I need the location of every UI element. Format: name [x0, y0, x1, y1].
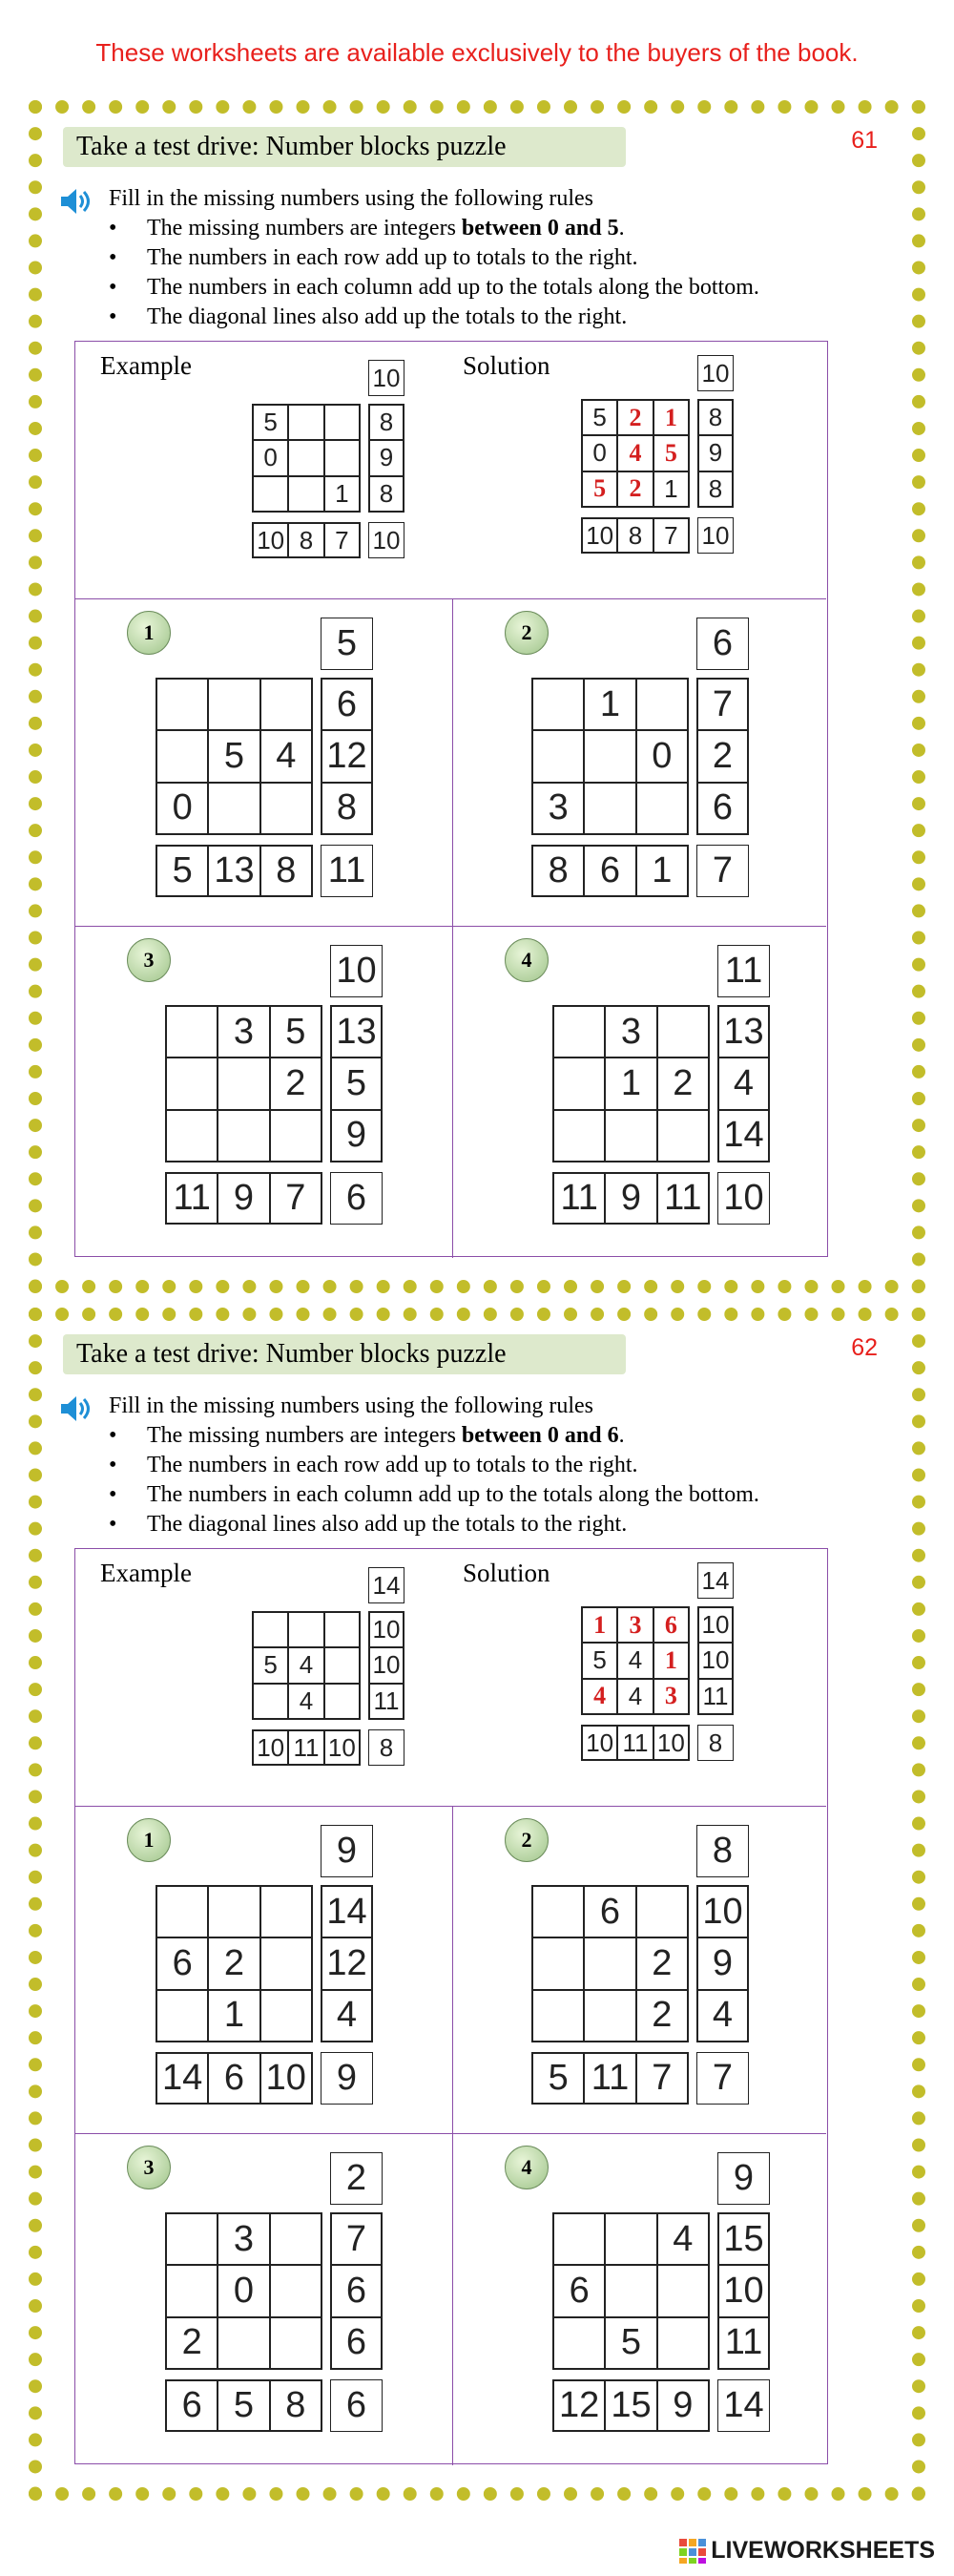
row-totals — [697, 399, 734, 508]
given-cell: 2 — [166, 2317, 218, 2369]
given-cell: 5 — [582, 400, 617, 435]
given-cell: 3 — [617, 1607, 653, 1643]
puzzle-panel — [74, 341, 828, 1257]
column-totals — [252, 522, 361, 558]
diagonal-total-bottom: 7 — [696, 845, 749, 897]
empty-cell[interactable] — [253, 1612, 288, 1647]
puzzle-panel — [74, 1548, 828, 2464]
column-total: 7 — [270, 1173, 321, 1224]
given-cell: 4 — [288, 1684, 323, 1719]
column-total: 6 — [584, 846, 635, 896]
rule-text: The diagonal lines also add up the totals to the right. — [147, 1512, 628, 1537]
diagonal-total-bottom: 8 — [368, 1729, 404, 1766]
empty-cell[interactable] — [270, 2317, 321, 2369]
row-totals — [321, 678, 373, 835]
empty-cell[interactable] — [553, 1058, 605, 1109]
puzzle-number-badge: 3 — [127, 2146, 171, 2189]
empty-cell[interactable] — [156, 1990, 208, 2042]
rule-punct: . — [618, 216, 625, 241]
column-total: 6 — [208, 2053, 259, 2104]
row-total: 4 — [718, 1058, 769, 1109]
puzzle-number-badge: 4 — [505, 938, 549, 982]
column-total: 11 — [553, 1173, 605, 1224]
puzzle-grid — [581, 399, 690, 508]
empty-cell[interactable] — [218, 2317, 269, 2369]
row-total: 10 — [697, 1886, 748, 1937]
row-total: 8 — [321, 783, 372, 834]
column-total: 10 — [653, 1726, 689, 1760]
puzzle-grid — [252, 1611, 361, 1720]
rule-text: The missing numbers are integers — [147, 216, 462, 241]
rule-item — [109, 1480, 759, 1510]
empty-cell[interactable] — [218, 1058, 269, 1109]
column-totals — [531, 2052, 689, 2105]
empty-cell[interactable] — [636, 679, 688, 730]
empty-cell[interactable] — [166, 1006, 218, 1058]
diagonal-total-bottom: 6 — [330, 2379, 383, 2432]
given-cell: 6 — [653, 1607, 689, 1643]
empty-cell[interactable] — [288, 440, 323, 475]
vertical-divider — [452, 599, 453, 1258]
row-total: 10 — [698, 1643, 733, 1678]
given-cell: 3 — [605, 1006, 656, 1058]
given-cell: 4 — [617, 1643, 653, 1678]
diagonal-total-top: 8 — [696, 1825, 749, 1877]
given-cell: 4 — [288, 1647, 323, 1683]
row-totals — [696, 1885, 749, 2042]
row-total: 4 — [697, 1990, 748, 2042]
column-total: 10 — [253, 523, 288, 557]
given-cell: 4 — [260, 730, 312, 782]
diagonal-total-top: 10 — [697, 355, 734, 391]
given-cell: 1 — [208, 1990, 259, 2042]
empty-cell[interactable] — [156, 679, 208, 730]
given-cell: 2 — [208, 1937, 259, 1989]
logo-icon — [678, 2538, 707, 2565]
row-total: 9 — [697, 1937, 748, 1989]
puzzle-number-badge: 2 — [505, 611, 549, 655]
column-total: 5 — [218, 2380, 269, 2431]
column-total: 10 — [253, 1730, 288, 1765]
diagonal-total-bottom: 10 — [368, 522, 404, 558]
solution-label: Solution — [463, 1559, 550, 1587]
empty-cell[interactable] — [532, 730, 584, 782]
given-cell: 2 — [270, 1058, 321, 1109]
empty-cell[interactable] — [605, 2213, 656, 2265]
puzzle-grid — [581, 1606, 690, 1715]
diagonal-total-bottom: 6 — [330, 1172, 383, 1225]
given-cell: 3 — [218, 1006, 269, 1058]
rule-punct: . — [618, 1423, 625, 1448]
empty-cell[interactable] — [657, 1110, 709, 1162]
diagonal-total-bottom: 8 — [697, 1725, 734, 1761]
puzzle-grid — [531, 1885, 689, 2042]
column-total: 10 — [324, 1730, 360, 1765]
column-totals — [552, 1172, 710, 1225]
row-total: 8 — [698, 400, 733, 435]
row-total: 9 — [331, 1110, 382, 1162]
row-totals — [321, 1885, 373, 2042]
column-totals — [156, 2052, 313, 2105]
row-total: 11 — [718, 2317, 769, 2369]
row-total: 9 — [698, 435, 733, 471]
row-total: 7 — [331, 2213, 382, 2265]
given-cell: 5 — [582, 1643, 617, 1678]
column-total: 9 — [605, 1173, 656, 1224]
row-totals — [368, 404, 404, 513]
row-total: 11 — [369, 1684, 404, 1719]
empty-cell[interactable] — [324, 1647, 360, 1683]
row-total: 10 — [698, 1607, 733, 1643]
rule-item — [109, 1510, 759, 1539]
row-totals — [697, 1606, 734, 1715]
horizontal-divider — [75, 926, 826, 927]
empty-cell[interactable] — [288, 476, 323, 512]
rule-text: The numbers in each row add up to totals to the right. — [147, 1453, 638, 1477]
given-cell: 4 — [582, 1679, 617, 1714]
column-total: 13 — [208, 846, 259, 896]
empty-cell[interactable] — [270, 1110, 321, 1162]
column-total: 1 — [636, 846, 688, 896]
diagonal-total-top: 6 — [696, 618, 749, 670]
given-cell: 6 — [156, 1937, 208, 1989]
empty-cell[interactable] — [208, 679, 259, 730]
speaker-icon[interactable] — [57, 1392, 92, 1426]
rule-text: The numbers in each column add up to the totals along the bottom. — [147, 275, 759, 300]
given-cell: 1 — [653, 400, 689, 435]
empty-cell[interactable] — [166, 1058, 218, 1109]
page-number: 61 — [851, 127, 878, 154]
rule-text: The numbers in each row add up to totals to the right. — [147, 245, 638, 270]
column-total: 15 — [605, 2380, 656, 2431]
column-total: 8 — [288, 523, 323, 557]
empty-cell[interactable] — [584, 1990, 635, 2042]
column-total: 10 — [582, 1726, 617, 1760]
puzzle-grid — [156, 678, 313, 835]
diagonal-total-top: 9 — [321, 1825, 373, 1877]
speaker-icon[interactable] — [57, 184, 92, 219]
row-total: 5 — [331, 1058, 382, 1109]
puzzle-grid — [552, 2212, 710, 2370]
logo-text: LIVEWORKSHEETS — [711, 2537, 935, 2564]
rule-item — [109, 1421, 759, 1451]
column-total: 7 — [324, 523, 360, 557]
puzzle-number-badge: 3 — [127, 938, 171, 982]
row-totals — [717, 2212, 770, 2370]
given-cell: 1 — [582, 1607, 617, 1643]
given-cell: 4 — [617, 1679, 653, 1714]
given-cell: 4 — [617, 435, 653, 471]
column-total: 11 — [657, 1173, 709, 1224]
column-total: 10 — [260, 2053, 312, 2104]
row-total: 6 — [331, 2265, 382, 2316]
rule-text: The missing numbers are integers — [147, 1423, 462, 1448]
diagonal-total-bottom: 10 — [717, 1172, 770, 1225]
row-total: 10 — [369, 1647, 404, 1683]
rule-item — [109, 243, 759, 273]
given-cell: 2 — [617, 471, 653, 507]
column-total: 6 — [166, 2380, 218, 2431]
diagonal-total-top: 14 — [697, 1562, 734, 1599]
empty-cell[interactable] — [288, 405, 323, 440]
row-total: 9 — [369, 440, 404, 475]
row-total: 7 — [697, 679, 748, 730]
given-cell: 3 — [532, 783, 584, 834]
rules-list — [109, 1421, 759, 1539]
empty-cell[interactable] — [288, 1612, 323, 1647]
row-total: 15 — [718, 2213, 769, 2265]
column-totals — [252, 1729, 361, 1766]
empty-cell[interactable] — [657, 1006, 709, 1058]
empty-cell[interactable] — [657, 2265, 709, 2316]
instructions — [109, 184, 759, 332]
column-total: 11 — [288, 1730, 323, 1765]
given-cell: 2 — [636, 1937, 688, 1989]
rule-item — [109, 303, 759, 332]
diagonal-total-bottom: 11 — [321, 845, 373, 897]
puzzle-number-badge: 1 — [127, 611, 171, 655]
column-totals — [531, 845, 689, 897]
vertical-divider — [452, 1807, 453, 2465]
given-cell: 5 — [270, 1006, 321, 1058]
row-total: 11 — [698, 1679, 733, 1714]
column-total: 8 — [617, 518, 653, 553]
diagonal-total-bottom: 7 — [696, 2052, 749, 2105]
row-total: 8 — [369, 405, 404, 440]
page-number: 62 — [851, 1334, 878, 1361]
given-cell: 2 — [657, 1058, 709, 1109]
rule-bold: between 0 and 6 — [461, 1423, 619, 1448]
diagonal-total-top: 5 — [321, 618, 373, 670]
row-total: 13 — [331, 1006, 382, 1058]
worksheet-page — [29, 1308, 925, 2501]
puzzle-grid — [252, 404, 361, 513]
empty-cell[interactable] — [218, 1110, 269, 1162]
empty-cell[interactable] — [253, 476, 288, 512]
given-cell: 3 — [218, 2213, 269, 2265]
empty-cell[interactable] — [532, 679, 584, 730]
given-cell: 0 — [636, 730, 688, 782]
given-cell: 5 — [253, 405, 288, 440]
row-total: 6 — [697, 783, 748, 834]
given-cell: 6 — [584, 1886, 635, 1937]
empty-cell[interactable] — [605, 1110, 656, 1162]
example-label: Example — [100, 351, 192, 380]
puzzle-grid — [165, 1005, 322, 1162]
column-totals — [165, 2379, 322, 2432]
column-totals — [156, 845, 313, 897]
empty-cell[interactable] — [553, 1110, 605, 1162]
worksheet-title: Take a test drive: Number blocks puzzle — [63, 1334, 626, 1374]
empty-cell[interactable] — [156, 730, 208, 782]
empty-cell[interactable] — [260, 783, 312, 834]
given-cell: 0 — [218, 2265, 269, 2316]
column-total: 7 — [636, 2053, 688, 2104]
puzzle-number-badge: 4 — [505, 2146, 549, 2189]
column-totals — [581, 517, 690, 554]
row-total: 4 — [321, 1990, 372, 2042]
puzzle-grid — [156, 1885, 313, 2042]
empty-cell[interactable] — [532, 1937, 584, 1989]
column-totals — [165, 1172, 322, 1225]
diagonal-total-bottom: 14 — [717, 2379, 770, 2432]
given-cell: 1 — [605, 1058, 656, 1109]
empty-cell[interactable] — [636, 783, 688, 834]
rule-text: The diagonal lines also add up the totals to the right. — [147, 304, 628, 329]
column-totals — [552, 2379, 710, 2432]
given-cell: 6 — [553, 2265, 605, 2316]
given-cell: 1 — [653, 1643, 689, 1678]
column-total: 8 — [260, 846, 312, 896]
row-total: 8 — [698, 471, 733, 507]
empty-cell[interactable] — [584, 730, 635, 782]
instructions — [109, 1392, 759, 1539]
instructions-intro: Fill in the missing numbers using the following rules — [109, 186, 593, 211]
column-total: 12 — [553, 2380, 605, 2431]
row-total: 14 — [718, 1110, 769, 1162]
row-total: 8 — [369, 476, 404, 512]
row-total: 10 — [369, 1612, 404, 1647]
row-totals — [696, 678, 749, 835]
empty-cell[interactable] — [324, 1684, 360, 1719]
given-cell: 3 — [653, 1679, 689, 1714]
column-total: 9 — [657, 2380, 709, 2431]
row-total: 13 — [718, 1006, 769, 1058]
given-cell: 5 — [582, 471, 617, 507]
rules-list — [109, 214, 759, 332]
rule-item — [109, 1451, 759, 1480]
empty-cell[interactable] — [324, 440, 360, 475]
empty-cell[interactable] — [260, 1937, 312, 1989]
rule-item — [109, 214, 759, 243]
empty-cell[interactable] — [260, 1886, 312, 1937]
row-total: 6 — [331, 2317, 382, 2369]
row-totals — [330, 2212, 383, 2370]
diagonal-total-top: 11 — [717, 945, 770, 997]
puzzle-number-badge: 1 — [127, 1818, 171, 1862]
given-cell: 5 — [253, 1647, 288, 1683]
diagonal-total-top: 2 — [330, 2152, 383, 2205]
row-totals — [330, 1005, 383, 1162]
given-cell: 0 — [156, 783, 208, 834]
row-totals — [717, 1005, 770, 1162]
empty-cell[interactable] — [260, 679, 312, 730]
given-cell: 0 — [253, 440, 288, 475]
empty-cell[interactable] — [156, 1886, 208, 1937]
empty-cell[interactable] — [553, 2213, 605, 2265]
worksheet-page — [29, 100, 925, 1293]
given-cell: 1 — [653, 471, 689, 507]
puzzle-grid — [165, 2212, 322, 2370]
given-cell: 2 — [636, 1990, 688, 2042]
instructions-intro: Fill in the missing numbers using the following rules — [109, 1393, 593, 1418]
given-cell: 1 — [324, 476, 360, 512]
diagonal-total-top: 9 — [717, 2152, 770, 2205]
puzzle-grid — [531, 678, 689, 835]
column-total: 5 — [156, 846, 208, 896]
empty-cell[interactable] — [324, 1612, 360, 1647]
worksheet-title: Take a test drive: Number blocks puzzle — [63, 127, 626, 167]
example-label: Example — [100, 1559, 192, 1587]
empty-cell[interactable] — [166, 2265, 218, 2316]
rule-item — [109, 273, 759, 303]
row-total: 6 — [321, 679, 372, 730]
horizontal-divider — [75, 2133, 826, 2134]
empty-cell[interactable] — [166, 2213, 218, 2265]
empty-cell[interactable] — [253, 1684, 288, 1719]
puzzle-number-badge: 2 — [505, 1818, 549, 1862]
empty-cell[interactable] — [532, 1990, 584, 2042]
rule-bold: between 0 and 5 — [461, 216, 619, 241]
given-cell: 2 — [617, 400, 653, 435]
empty-cell[interactable] — [208, 783, 259, 834]
given-cell: 5 — [605, 2317, 656, 2369]
given-cell: 1 — [584, 679, 635, 730]
puzzle-grid — [552, 1005, 710, 1162]
empty-cell[interactable] — [166, 1110, 218, 1162]
row-total: 2 — [697, 730, 748, 782]
empty-cell[interactable] — [584, 783, 635, 834]
liveworksheets-logo[interactable] — [678, 2537, 935, 2565]
empty-cell[interactable] — [324, 405, 360, 440]
column-total: 14 — [156, 2053, 208, 2104]
rule-text: The numbers in each column add up to the totals along the bottom. — [147, 1482, 759, 1507]
empty-cell[interactable] — [260, 1990, 312, 2042]
solution-label: Solution — [463, 351, 550, 380]
row-total: 12 — [321, 1937, 372, 1989]
diagonal-total-top: 10 — [368, 360, 404, 396]
diagonal-total-bottom: 9 — [321, 2052, 373, 2105]
empty-cell[interactable] — [605, 2265, 656, 2316]
column-total: 11 — [617, 1726, 653, 1760]
row-total: 12 — [321, 730, 372, 782]
given-cell: 5 — [653, 435, 689, 471]
row-total: 14 — [321, 1886, 372, 1937]
column-total: 10 — [582, 518, 617, 553]
given-cell: 5 — [208, 730, 259, 782]
column-totals — [581, 1725, 690, 1761]
empty-cell[interactable] — [532, 1886, 584, 1937]
empty-cell[interactable] — [636, 1886, 688, 1937]
empty-cell[interactable] — [553, 2317, 605, 2369]
column-total: 11 — [584, 2053, 635, 2104]
column-total: 8 — [270, 2380, 321, 2431]
column-total: 7 — [653, 518, 689, 553]
empty-cell[interactable] — [657, 2317, 709, 2369]
diagonal-total-bottom: 10 — [697, 517, 734, 554]
empty-cell[interactable] — [270, 2265, 321, 2316]
column-total: 11 — [166, 1173, 218, 1224]
empty-cell[interactable] — [270, 2213, 321, 2265]
given-cell: 0 — [582, 435, 617, 471]
empty-cell[interactable] — [208, 1886, 259, 1937]
diagonal-total-top: 10 — [330, 945, 383, 997]
given-cell: 4 — [657, 2213, 709, 2265]
row-totals — [368, 1611, 404, 1720]
empty-cell[interactable] — [584, 1937, 635, 1989]
row-total: 10 — [718, 2265, 769, 2316]
diagonal-total-top: 14 — [368, 1567, 404, 1603]
column-total: 8 — [532, 846, 584, 896]
exclusive-notice: These worksheets are available exclusively to the buyers of the book. — [95, 38, 859, 67]
empty-cell[interactable] — [553, 1006, 605, 1058]
column-total: 5 — [532, 2053, 584, 2104]
column-total: 9 — [218, 1173, 269, 1224]
